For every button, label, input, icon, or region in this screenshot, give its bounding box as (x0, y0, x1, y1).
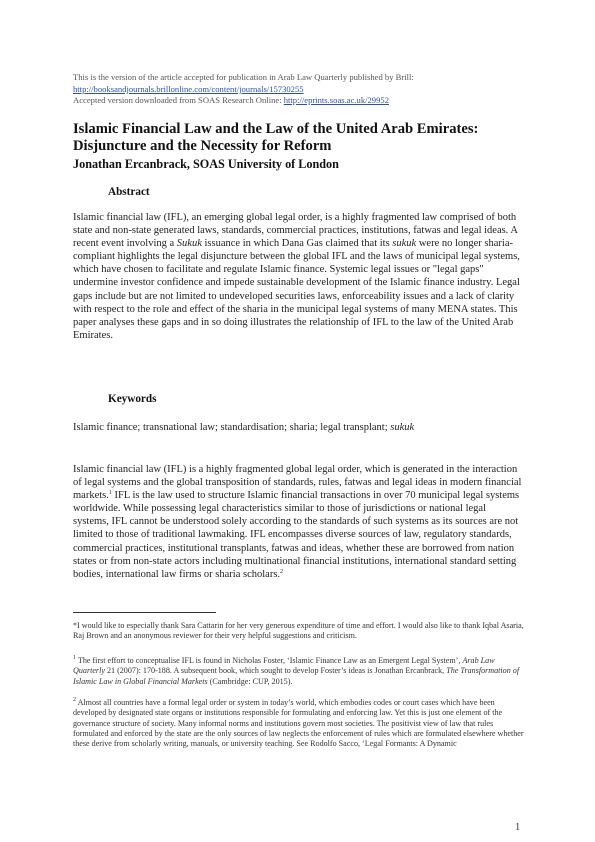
article-title: Islamic Financial Law and the Law of the United Arab Emirates: Disjuncture and the Necessity for Reform (73, 121, 479, 155)
footnote-divider (73, 612, 216, 613)
eprints-link[interactable]: http://eprints.soas.ac.uk/29952 (283, 95, 389, 106)
journal-link[interactable]: http://booksandjournals.brillonline.com/content/journals/15730255 (73, 83, 304, 94)
body-paragraph: Islamic financial law (IFL) is a highly fragmented global legal order, which is generated in the interaction of legal systems and the global transposition of standards, rules, fatwas and legal ideas in modern financial markets.$^1$ IFL is the law used to structure Islamic financial transactions in over 70 municipal legal systems worldwide. While possessing legal characteristics similar to those of jurisdictions or national legal systems, IFL cannot be understood solely according to the standards of such systems as its sources are not limited to those of traditional lawmaking. IFL encompasses diverse sources of law, regulatory standards, commercial practices, institutional transplants, fatwas and ideas, whether these are borrowed from nation states or from non-state actors including multinational financial institutions, international standard setting bodies, international law firms or sharia scholars.$^2$ (73, 464, 522, 580)
notice-line: This is the version of the article accepted for publication in Arab Law Quarterly published by Brill: (73, 72, 414, 82)
footnote-ref[interactable]: 2 (280, 568, 284, 575)
abstract-heading: Abstract (108, 186, 150, 198)
publication-notice (73, 72, 543, 107)
author-line: Jonathan Ercanbrack, SOAS University of London (73, 157, 339, 171)
page-number: 1 (515, 822, 521, 833)
notice-line: Accepted version downloaded from SOAS Research Online: http://eprints.soas.ac.uk/29952 (73, 95, 389, 106)
keywords-heading: Keywords (108, 393, 157, 405)
footnote-acknowledgement: *I would like to especially thank Sara Cattarin for her very generous expenditure of time and effort. I would also like to thank Iqbal Asaria, Raj Brown and an anonymous reviewer for their very helpful suggestions and criticism. (73, 621, 524, 641)
footnote-2: $^2$ Almost all countries have a formal legal order or system in today’s world, which embodies codes or court cases which have been developed by designated state organs or institutions responsible for formulating and enforcing law. Yet this is just one element of the governance structure of society. Many informal norms and institutions govern most societies. The positivist view of law that rules formulated and enforced by the state are the only sources of law neglects the enforcement of rules which are formulated elsewhere whether these derive from scholarly writing, manuals, or university teaching. See Rodolfo Sacco, ‘Legal Formants: A Dynamic (73, 697, 524, 749)
footnote-1: $^1$ The first effort to conceptualise IFL is found in Nicholas Foster, ‘Islamic Finance Law as an Emergent Legal System’, Arab Law Quarterly 21 (2007): 170-188. A subsequent book, which sought to develop Foster’s ideas is Jonathan Ercanbrack, The Transformation of Islamic Law in Global Financial Markets (Cambridge: CUP, 2015). (73, 655, 520, 686)
footnote-ref[interactable]: 1 (108, 490, 112, 497)
keywords-text: Islamic finance; transnational law; standardisation; sharia; legal transplant; sukuk (73, 422, 415, 433)
abstract-text: Islamic financial law (IFL), an emerging global legal order, is a highly fragmented law comprised of both state and non-state generated laws, standards, commercial practices, institutions, fatwas and legal ideas. A recent event involving a Sukuk issuance in which Dana Gas claimed that its sukuk were no longer sharia-compliant highlights the legal disjuncture between the global IFL and the laws of municipal legal systems, which have chosen to facilitate and regulate Islamic finance. Systemic legal issues or "legal gaps" undermine investor confidence and impede sustainable development of the Islamic finance industry. Legal gaps include but are not limited to undeveloped securities laws, enforceability issues and a lack of clarity with respect to the role and effect of the sharia in the municipal legal systems of many MENA states. This paper analyses these gaps and in so doing illustrates the relationship of IFL to the law of the United Arab Emirates. (73, 212, 520, 341)
